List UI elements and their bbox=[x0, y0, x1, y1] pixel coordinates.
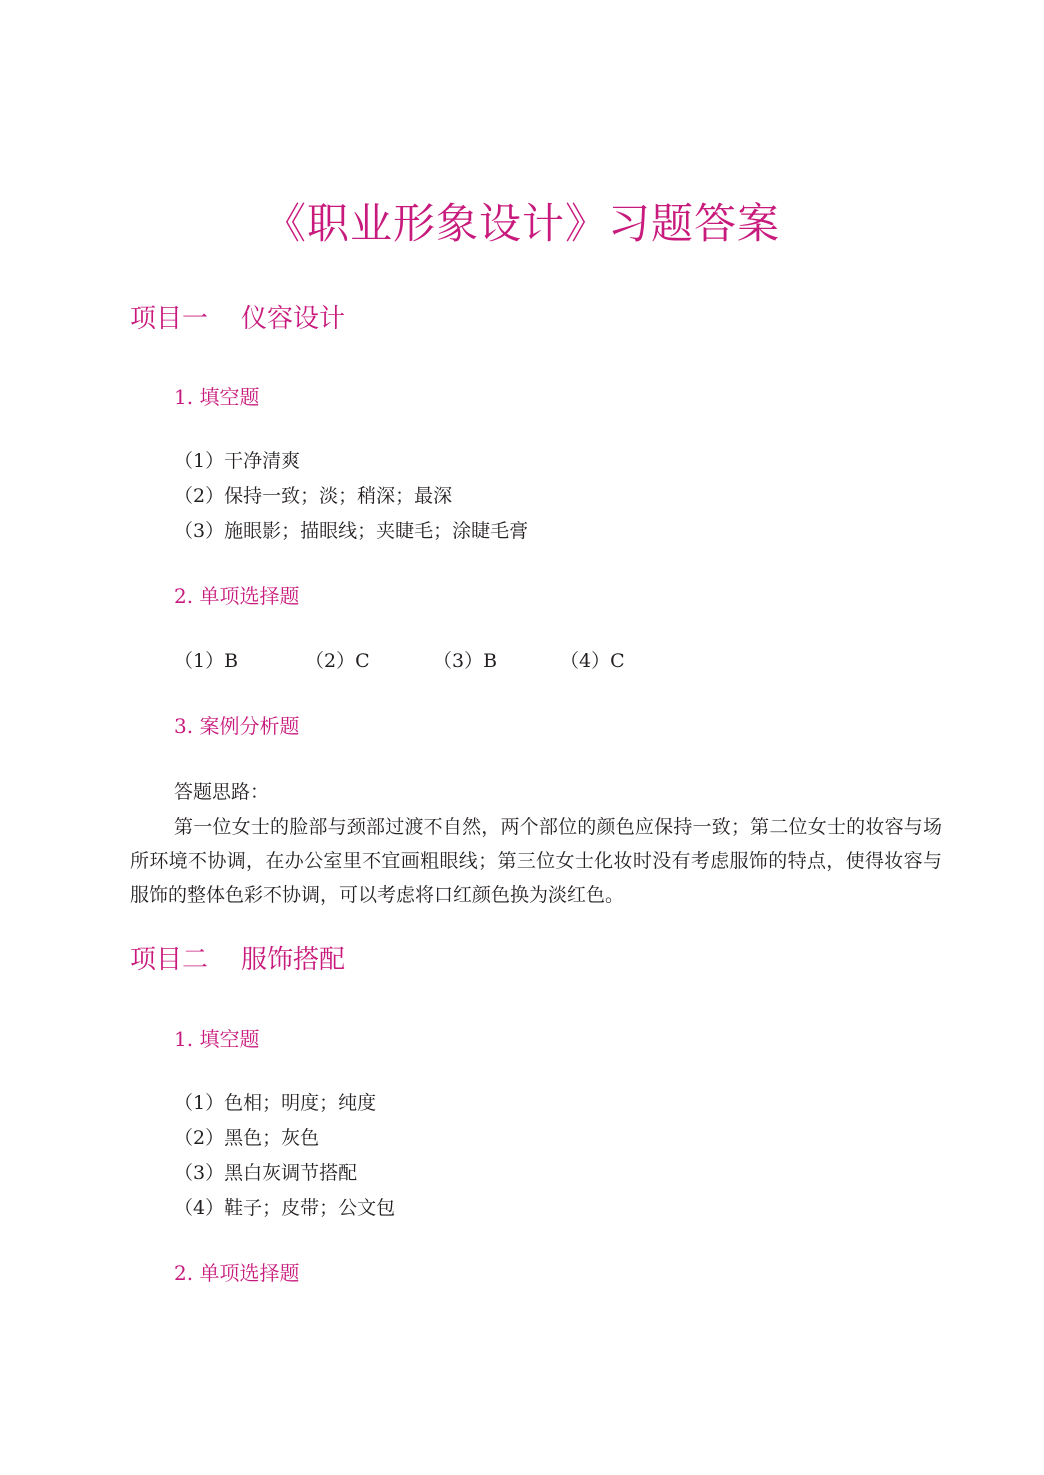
p1-s2-answer-3: （3）B bbox=[433, 650, 498, 672]
p1-section3-heading bbox=[174, 711, 299, 741]
document-title: 《职业形象设计》习题答案 bbox=[263, 199, 780, 248]
p2-section1-title: 填空题 bbox=[199, 1027, 260, 1051]
p1-section1-title: 填空题 bbox=[199, 385, 260, 409]
p2-s1-answer-3: （3）黑白灰调节搭配 bbox=[174, 1162, 358, 1184]
p2-s1-answer-1: （1）色相；明度；纯度 bbox=[174, 1092, 377, 1114]
p1-section2-title: 单项选择题 bbox=[199, 584, 300, 608]
p1-section2-heading bbox=[174, 581, 299, 611]
p1-section1-heading bbox=[174, 382, 259, 412]
p1-s3-paragraph: 第一位女士的脸部与颈部过渡不自然，两个部位的颜色应保持一致；第二位女士的妆容与场所环境不协调，在办公室里不宜画粗眼线；第三位女士化妆时没有考虑服饰的特点，使得妆容与服饰的整体色彩不协调，可以考虑将口红颜色换为淡红色。 bbox=[130, 816, 942, 906]
p2-section2-title: 单项选择题 bbox=[199, 1261, 300, 1285]
p1-s1-answer-1: （1）干净清爽 bbox=[174, 450, 301, 472]
p1-section2-number: 2. bbox=[174, 584, 194, 608]
p2-section1-number: 1. bbox=[174, 1027, 194, 1051]
p1-section3-number: 3. bbox=[174, 714, 194, 738]
p1-s1-answer-3: （3）施眼影；描眼线；夹睫毛；涂睫毛膏 bbox=[174, 520, 529, 542]
p1-s2-answer-4: （4）C bbox=[560, 650, 625, 672]
p2-section2-heading bbox=[174, 1258, 299, 1288]
p2-s1-answer-4: （4）鞋子；皮带；公文包 bbox=[174, 1197, 396, 1219]
p1-s3-intro: 答题思路： bbox=[174, 781, 270, 803]
p1-s2-answer-2: （2）C bbox=[305, 650, 370, 672]
p1-s1-answer-2: （2）保持一致；淡；稍深；最深 bbox=[174, 485, 453, 507]
p1-s2-answer-1: （1）B bbox=[174, 650, 239, 672]
project1-heading: 项目一 仪容设计 bbox=[130, 304, 346, 334]
p2-section1-heading bbox=[174, 1024, 259, 1054]
p2-section2-number: 2. bbox=[174, 1261, 194, 1285]
p1-section3-title: 案例分析题 bbox=[199, 714, 300, 738]
p1-section1-number: 1. bbox=[174, 385, 194, 409]
project2-heading: 项目二 服饰搭配 bbox=[130, 945, 346, 975]
p2-s1-answer-2: （2）黑色；灰色 bbox=[174, 1127, 320, 1149]
